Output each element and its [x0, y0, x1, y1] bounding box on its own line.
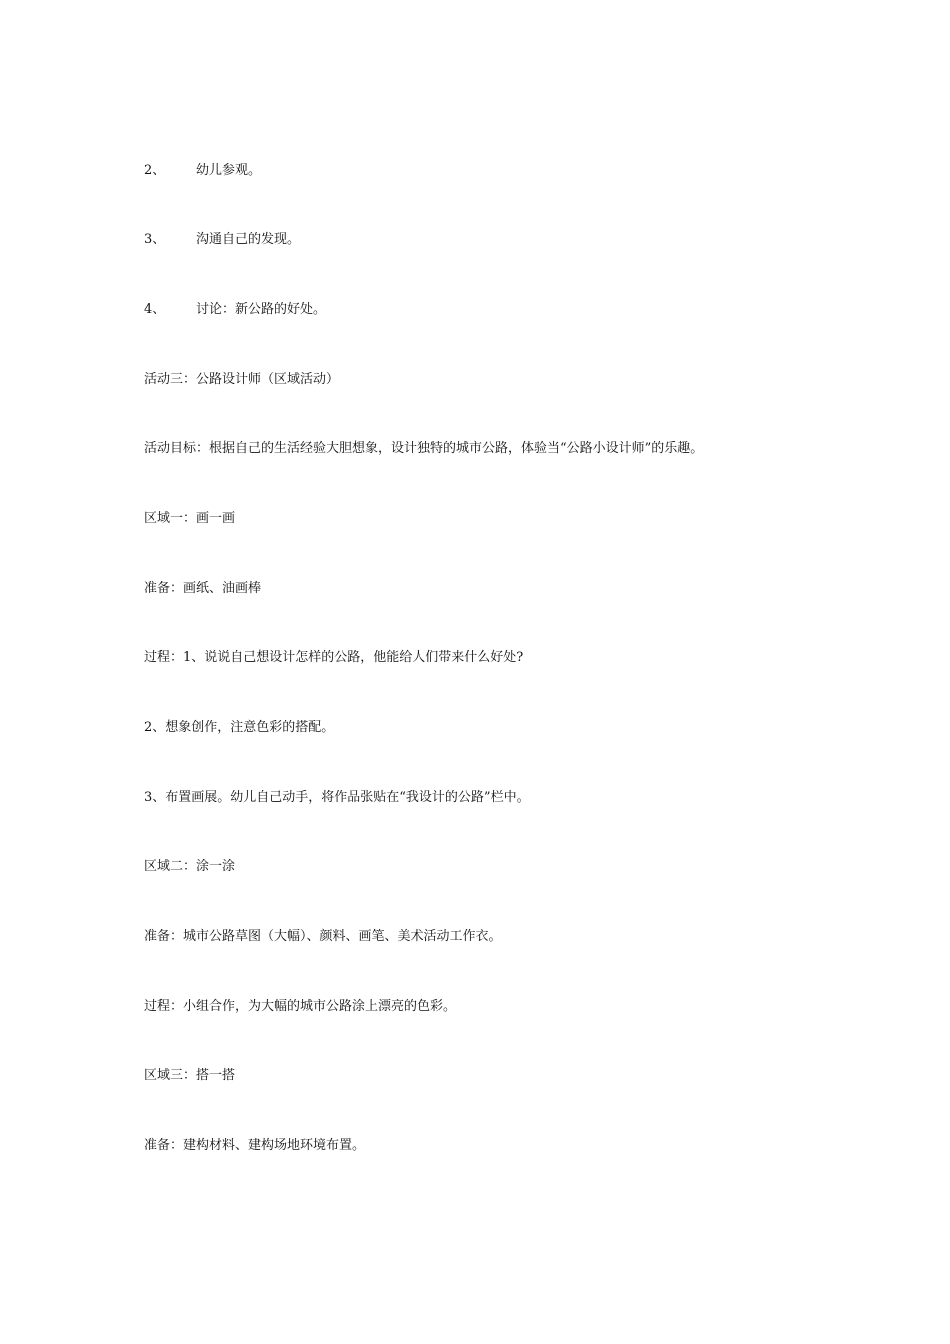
activity-goal: 活动目标：根据自己的生活经验大胆想象，设计独特的城市公路，体验当“公路小设计师”的乐趣。 — [144, 441, 704, 456]
preparation-text: 准备：画纸、油画棒 — [144, 581, 262, 596]
process-step: 3、布置画展。幼儿自己动手，将作品张贴在“我设计的公路”栏中。 — [144, 790, 530, 805]
activity-heading: 活动三：公路设计师（区域活动） — [144, 372, 340, 387]
list-number: 2、 — [144, 163, 166, 178]
area-heading: 区域三：搭一搭 — [144, 1068, 236, 1083]
list-text: 讨论：新公路的好处。 — [196, 302, 327, 317]
process-text: 过程：1、说说自己想设计怎样的公路，他能给人们带来什么好处? — [144, 650, 524, 665]
list-number: 3、 — [144, 232, 166, 247]
area-heading: 区域一：画一画 — [144, 511, 236, 526]
list-number: 4、 — [144, 302, 166, 317]
process-step: 2、想象创作，注意色彩的搭配。 — [144, 720, 335, 735]
list-item — [144, 231, 300, 249]
list-item — [144, 301, 326, 319]
list-item — [144, 162, 261, 180]
preparation-text: 准备：建构材料、建构场地环境布置。 — [144, 1138, 366, 1153]
area-heading: 区域二：涂一涂 — [144, 859, 236, 874]
list-text: 幼儿参观。 — [196, 163, 262, 178]
preparation-text: 准备：城市公路草图（大幅）、颜料、画笔、美术活动工作衣。 — [144, 929, 502, 944]
list-text: 沟通自己的发现。 — [196, 232, 301, 247]
process-text: 过程：小组合作，为大幅的城市公路涂上漂亮的色彩。 — [144, 999, 457, 1014]
